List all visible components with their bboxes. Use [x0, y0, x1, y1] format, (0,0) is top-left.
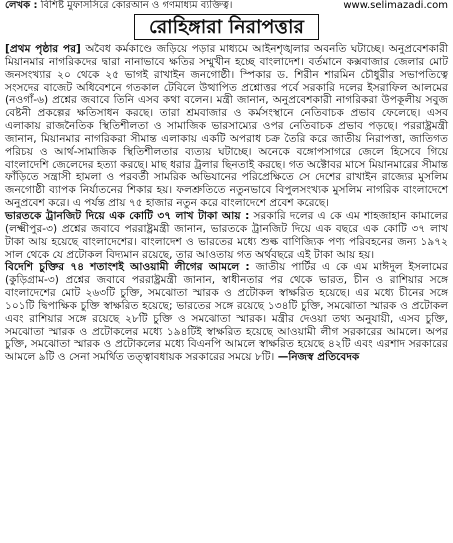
paragraph-1-text: অবৈধ কর্মকাণ্ডে জড়িয়ে পড়ার মাধ্যমে আইনশৃঙ্খলার অবনতি ঘটাচ্ছে। অনুপ্রবেশকারী মিয়ানমার নাগরিকদের দ্বারা নানাভাবে ক্ষতির সম্মুখীন হচ্ছে বাংলাদেশ। বর্তমানে কক্সবাজার জেলার মোট জনসংখ্যার ২০ থেকে ২৫ ভাগই রাখাইন জনগোষ্ঠী। স্পিকার ড. শিরীন শারমিন চৌধুরীর সভাপতিত্বে সংসদের বাজেট অধিবেশনে গতকাল টেবিলে উত্থাপিত প্রশ্নোত্তর পর্বে সরকারি দলের ইসরাফিল আলমের (নওগাঁ-৬) প্রশ্নের জবাবে তিনি এসব কথা বলেন। মন্ত্রী জানান, অনুপ্রবেশকারী নাগরিকরা উপকূলীয় সবুজ বেষ্টনী প্রকল্পের ক্ষতিসাধন করছে। তারা শ্রমবাজার ও কর্মসংস্থানে নেতিবাচক প্রভাব ফেলেছে। এসব এলাকায় রাজনৈতিক স্থিতিশীলতা ও সামাজিক ভারসাম্যের ওপর নেতিবাচক প্রভাব পড়ছে। পররাষ্ট্রমন্ত্রী জানান, মিয়ানমার নাগরিকরা সীমান্ত এলাকায় একটি অপরাধ চক্র তৈরি করে জাতীয় নিরাপত্তা, জাতিগত পরিচয় ও আর্থ-সামাজিক স্থিতিশীলতার ব্যত্যয় ঘটাচ্ছে। অনেকে বঙ্গোপসাগরে জেলে হিসেবে গিয়ে বাংলাদেশি জেলেদের হত্যা করছে। মাছ ধরার ট্রলার ছিনতাই করছে। গত অক্টোবর মাসে মিয়ানমারের সীমান্ত ফাঁড়িতে সন্ত্রাসী হামলা ও পরবর্তী সামরিক অভিযানের পরিপ্রেক্ষিতে সে দেশের রাখাইন রাজ্যের মুসলিম জনগোষ্ঠী ব্যাপক নির্যাতনের শিকার হয়। ফলশ্রুতিতে নতুনভাবে বিপুলসংখ্যক মুসলিম নাগরিক বাংলাদেশে অনুপ্রবেশ করে। এ পর্যন্ত প্রায় ৭৫ হাজার নতুন করে বাংলাদেশে প্রবেশ করেছে। [5, 43, 448, 210]
article-body [5, 43, 448, 364]
header-line [5, 0, 448, 12]
headline-container [5, 14, 448, 40]
author-label: লেখক : [5, 0, 38, 11]
page-title: রোহিঙ্গারা নিরাপত্তার [134, 14, 319, 40]
author-text: বিশিষ্ট মুফাসসিরে কোরআন ও গণমাধ্যম ব্যক্তিত্ব। [40, 0, 233, 11]
subheading-transit: ভারতকে ট্রানজিট দিয়ে এক কোটি ৩৭ লাখ টাকা আয় : [5, 209, 250, 222]
paragraph-2-text: সরকারি দলের এ কে এম শাহজাহান কামালের (লক্ষ্মীপুর-৩) প্রশ্নের জবাবে পররাষ্ট্রমন্ত্রী জানান, ভারতকে ট্রানজিট দিয়ে এক বছরে এক কোটি ৩৭ লাখ টাকা আয় হয়েছে বাংলাদেশের। বাংলাদেশ ও ভারতের মধ্যে শুল্ক বাণিজ্যিক পণ্য পরিবহনের জন্য ১৯৭২ সাল থেকে যে প্রটোকল বিদ্যমান রয়েছে, তার আওতায় গত অর্থবছরে এই টাকা আয় হয়। [5, 209, 448, 261]
paragraph-1 [5, 43, 448, 210]
byline: —নিজস্ব প্রতিবেদক [277, 351, 360, 364]
subheading-treaties: বিদেশি চুক্তির ৭৪ শতাংশই আওয়ামী লীগের আমলে : [5, 261, 250, 274]
website-link[interactable]: www.selimazadi.com [343, 0, 448, 11]
paragraph-2 [5, 210, 448, 261]
paragraph-3 [5, 261, 448, 364]
author-info [5, 0, 232, 12]
continuation-marker: [প্রথম পৃষ্ঠার পর] [5, 43, 81, 55]
paragraph-3-text: জাতীয় পার্টির এ কে এম মাঈদুল ইসলামের (কুড়িগ্রাম-৩) প্রশ্নের জবাবে পররাষ্ট্রমন্ত্রী জানান, স্বাধীনতার পর থেকে ভারত, চীন ও রাশিয়ার সঙ্গে বাংলাদেশের মোট ২৬৩টি চুক্তি, সমঝোতা স্মারক ও প্রটোকল স্বাক্ষরিত হয়েছে। এর মধ্যে চীনের সঙ্গে ১০১টি দ্বিপাক্ষিক চুক্তি স্বাক্ষরিত হয়েছে; ভারতের সঙ্গে রয়েছে ১৩৪টি চুক্তি, সমঝোতা স্মারক ও প্রটোকল এবং রাশিয়ার সঙ্গে রয়েছে ২৮টি চুক্তি ও সমঝোতা স্মারক। মন্ত্রীর দেওয়া তথ্য অনুযায়ী, এসব চুক্তি, সমঝোতা স্মারক ও প্রটোকলের মধ্যে ১৯৪টিই স্বাক্ষরিত হয়েছে আওয়ামী লীগ সরকারের আমলে। অপর চুক্তি, সমঝোতা স্মারক ও প্রটোকলের মধ্যে বিএনপি আমলে স্বাক্ষরিত হয়েছে ৪২টি এবং এরশাদ সরকারের আমলে ৯টি ও সেনা সমর্থিত তত্ত্বাবধায়ক সরকারের সময়ে ৮টি। [5, 261, 448, 364]
